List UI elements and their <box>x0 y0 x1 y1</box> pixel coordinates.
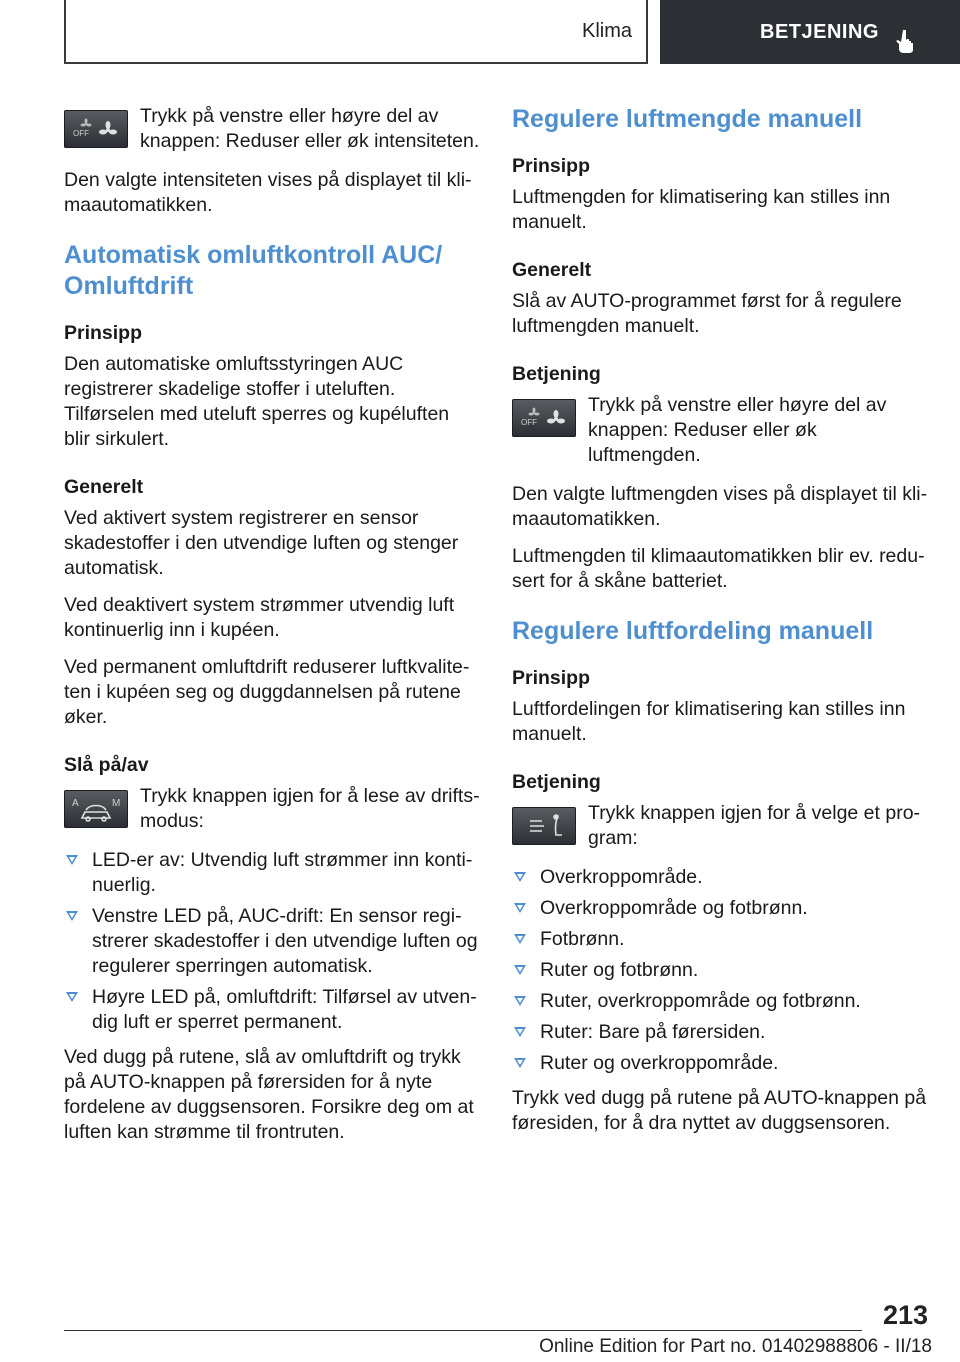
triangle-bullet-icon <box>514 1058 526 1068</box>
m-label: M <box>112 798 121 809</box>
heading-generelt: Generelt <box>512 259 592 281</box>
triangle-bullet-icon <box>66 911 78 921</box>
heading-luftfordeling: Regulere luftfordeling manuell <box>512 617 874 645</box>
prinsipp-paragraph-2: Luftfordelingen for klimatisering kan stilles inn manuelt. <box>512 698 906 745</box>
air-distribution-button-image <box>512 807 576 845</box>
heading-auc: Automatisk omluftkontroll AUC/ Omluftdrift <box>64 241 443 300</box>
triangle-bullet-icon <box>514 903 526 913</box>
list-item: Høyre LED på, omluftdrift: Tilførsel av utvendig luft er sperret permanent. <box>64 985 480 1035</box>
list-item: Fotbrønn. <box>512 927 928 952</box>
generelt-paragraph: Slå av AUTO-programmet først for å regulere luftmengden manuelt. <box>512 290 902 337</box>
header-section-title: Klima <box>581 19 632 42</box>
generelt-paragraph-3: Ved permanent omluftdrift reduserer luftkvaliteten i kupéen seg og duggdannelsen på rutene øker. <box>64 656 470 728</box>
fan-button-row <box>512 393 928 468</box>
fan-button-row <box>64 104 480 154</box>
fan-small-icon <box>529 408 540 416</box>
generelt-paragraph-2: Ved deaktivert system strømmer utvendig luft kontinuerlig inn i kupéen. <box>64 594 455 641</box>
list-item: Ruter, overkroppområde og fotbrønn. <box>512 989 928 1014</box>
luftmengde-paragraph-2: Luftmengden til klimaautomatikken blir ev. redusert for å skåne batteriet. <box>512 545 925 592</box>
heading-luftmengde: Regulere luftmengde manuell <box>512 105 863 133</box>
list-item: Overkroppområde. <box>512 865 928 890</box>
list-item: Ruter og overkroppområde. <box>512 1051 928 1076</box>
header-chapter-title: BETJENING <box>760 20 879 43</box>
recirculation-car-icon <box>82 806 110 822</box>
heading-prinsipp: Prinsipp <box>64 322 143 344</box>
triangle-bullet-icon <box>514 1027 526 1037</box>
auc-button-image <box>64 790 128 828</box>
heading-betjening: Betjening <box>512 363 601 385</box>
footer-divider <box>64 1330 862 1331</box>
heading-betjening: Betjening <box>512 771 601 793</box>
page-number: 213 <box>882 1300 928 1330</box>
fan-amount-button-image <box>512 399 576 437</box>
off-label: OFF <box>521 418 537 427</box>
air-distribution-seat-icon <box>530 815 562 835</box>
fan-button-text: Trykk på venstre eller høyre del av knappen: Reduser eller øk intensiteten. <box>140 105 480 152</box>
list-item: Overkroppområde og fotbrønn. <box>512 896 928 921</box>
triangle-bullet-icon <box>514 934 526 944</box>
fan-small-icon <box>81 119 92 127</box>
left-column <box>64 104 480 1157</box>
final-paragraph: Trykk ved dugg på rutene på AUTO-knappen på føresiden, for å dra nyttet av duggsensoren. <box>512 1087 927 1134</box>
heading-prinsipp: Prinsipp <box>512 667 591 689</box>
list-item: Ruter og fotbrønn. <box>512 958 928 983</box>
header-section-tab <box>64 0 648 64</box>
triangle-bullet-icon <box>514 996 526 1006</box>
heading-prinsipp: Prinsipp <box>512 155 591 177</box>
distribution-program-list <box>512 865 928 1076</box>
auc-button-row <box>64 784 480 834</box>
fan-button-text: Trykk på venstre eller høyre del av knappen: Reduser eller øk luftmengden. <box>588 394 887 466</box>
hand-pointer-icon <box>894 28 920 54</box>
footer-edition-text: Online Edition for Part no. 01402988806 - II/18 <box>539 1336 932 1357</box>
right-column <box>512 104 928 1148</box>
fan-icon <box>547 410 565 424</box>
list-item: Ruter: Bare på førersiden. <box>512 1020 928 1045</box>
prinsipp-paragraph: Den automatiske omluftsstyringen AUC registrerer skadelige stoffer i uteluften. Tilførselen med uteluft sperres og kupéluften blir sirkulert. <box>64 353 450 450</box>
distribution-button-row <box>512 801 928 851</box>
intro-paragraph: Den valgte intensiteten vises på displayet til klimaautomatikken. <box>64 169 472 216</box>
triangle-bullet-icon <box>66 855 78 865</box>
dugg-paragraph: Ved dugg på rutene, slå av omluftdrift og trykk på AUTO-knappen på førersiden for å nyte fordelene av duggsensoren. Forsikre deg om at luften kan strømme til frontruten. <box>64 1046 474 1143</box>
heading-generelt: Generelt <box>64 476 144 498</box>
distribution-button-text: Trykk knappen igjen for å velge et program: <box>588 802 921 849</box>
heading-sla-pa-av: Slå på/av <box>64 754 149 776</box>
fan-icon <box>99 121 117 135</box>
triangle-bullet-icon <box>66 992 78 1002</box>
triangle-bullet-icon <box>514 965 526 975</box>
luftmengde-paragraph-1: Den valgte luftmengden vises på displayet til klimaautomatikken. <box>512 483 928 530</box>
auc-mode-list <box>64 848 480 1035</box>
list-item: Venstre LED på, AUC-drift: En sensor registrerer skadestoffer i den utvendige luften og regulerer sperringen automatisk. <box>64 904 480 979</box>
fan-intensity-button-image <box>64 110 128 148</box>
triangle-bullet-icon <box>514 872 526 882</box>
a-label: A <box>72 798 79 809</box>
list-item: LED-er av: Utvendig luft strømmer inn kontinuerlig. <box>64 848 480 898</box>
generelt-paragraph-1: Ved aktivert system registrerer en sensor skadestoffer i den utvendige luften og stenger automatisk. <box>64 507 459 579</box>
prinsipp-paragraph: Luftmengden for klimatisering kan stilles inn manuelt. <box>512 186 891 233</box>
off-label: OFF <box>73 129 89 138</box>
auc-button-text: Trykk knappen igjen for å lese av driftsmodus: <box>140 785 480 832</box>
